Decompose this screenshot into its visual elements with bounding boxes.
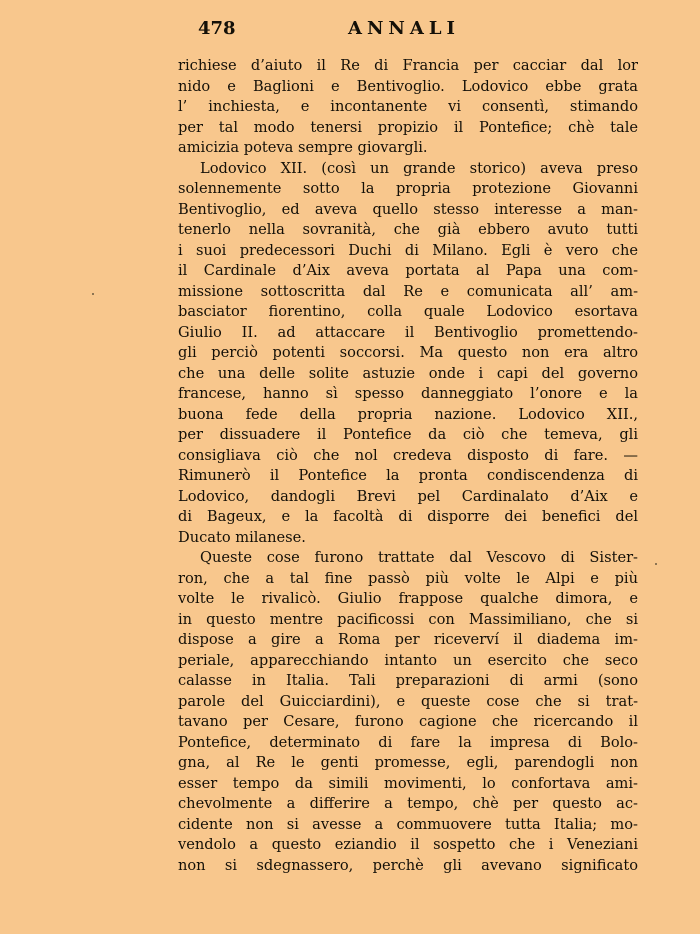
- text-line: in questo mentre pacificossi con Massimiliano, che si: [178, 610, 638, 628]
- text-line: l’ inchiesta, e incontanente vi consentì, stimando: [178, 98, 638, 115]
- text-line: che una delle solite astuzie onde i capi del governo: [178, 364, 638, 382]
- text-line: per dissuadere il Pontefice da ciò che temeva, gli: [178, 426, 638, 443]
- text-line: tenerlo nella sovranità, che già ebbero avuto tutti: [178, 221, 638, 238]
- text-line: Giulio II. ad attaccare il Bentivoglio promettendo-: [178, 323, 638, 341]
- text-line: buona fede della propria nazione. Lodovico XII.,: [178, 405, 638, 423]
- text-line: Lodovico, dandogli Brevi pel Cardinalato d’Aix e: [178, 487, 638, 505]
- text-line: gli perciò potenti soccorsi. Ma questo non era altro: [178, 344, 638, 361]
- text-line: parole del Guicciardini), e queste cose che si trat-: [178, 692, 638, 710]
- text-line: dispose a gire a Roma per riceverví il diadema im-: [178, 631, 638, 648]
- text-line: il Cardinale d’Aix aveva portata al Papa una com-: [178, 262, 638, 279]
- text-line: tavano per Cesare, furono cagione che ricercando il: [178, 713, 638, 730]
- text-line: periale, apparecchiando intanto un esercito che seco: [178, 651, 638, 669]
- text-line: francese, hanno sì spesso danneggiato l’onore e la: [178, 385, 638, 402]
- margin-speck: [92, 293, 94, 295]
- text-line: i suoi predecessori Duchi di Milano. Egli è vero che: [178, 241, 638, 259]
- text-line: chevolmente a differire a tempo, chè per questo ac-: [178, 795, 638, 812]
- text-line: vendolo a questo eziandio il sospetto che i Veneziani: [178, 836, 638, 853]
- text-line: Pontefice, determinato di fare la impresa di Bolo-: [178, 733, 638, 751]
- text-line: nido e Baglioni e Bentivoglio. Lodovico ebbe grata: [178, 77, 638, 95]
- page-number: 478: [198, 18, 236, 39]
- text-line: richiese d’aiuto il Re di Francia per cacciar dal lor: [178, 57, 638, 74]
- text-line: cidente non si avesse a commuovere tutta Italia; mo-: [178, 815, 638, 833]
- text-line: non si sdegnassero, perchè gli avevano significato: [178, 856, 638, 874]
- text-line: Ducato milanese.: [178, 528, 306, 546]
- margin-speck: [655, 563, 657, 565]
- text-line: Queste cose furono trattate dal Vescovo di Sister-: [200, 549, 638, 566]
- text-line: basciator fiorentino, colla quale Lodovico esortava: [178, 303, 638, 320]
- running-title: ANNALI: [348, 18, 460, 39]
- running-head: [178, 16, 638, 42]
- text-line: volte le rivalicò. Giulio frappose qualche dimora, e: [178, 590, 638, 607]
- text-line: Bentivoglio, ed aveva quello stesso interesse a man-: [178, 200, 638, 218]
- text-line: per tal modo tenersi propizio il Pontefice; chè tale: [178, 118, 638, 136]
- text-line: gna, al Re le genti promesse, egli, parendogli non: [178, 754, 638, 771]
- text-line: ron, che a tal fine passò più volte le Alpi e più: [178, 569, 638, 587]
- text-line: solennemente sotto la propria protezione Giovanni: [178, 180, 638, 197]
- text-line: di Bageux, e la facoltà di disporre dei benefici del: [178, 508, 638, 525]
- body-text: [178, 56, 638, 876]
- text-line: consigliava ciò che nol credeva disposto di fare. —: [178, 446, 638, 464]
- text-line: Lodovico XII. (così un grande storico) aveva preso: [200, 159, 638, 177]
- text-line: Rimunerò il Pontefice la pronta condiscendenza di: [178, 467, 638, 484]
- text-line: amicizia poteva sempre giovargli.: [178, 139, 428, 156]
- text-line: missione sottoscritta dal Re e comunicata all’ am-: [178, 282, 638, 300]
- text-line: calasse in Italia. Tali preparazioni di armi (sono: [178, 672, 638, 689]
- text-line: esser tempo da simili movimenti, lo confortava ami-: [178, 774, 638, 792]
